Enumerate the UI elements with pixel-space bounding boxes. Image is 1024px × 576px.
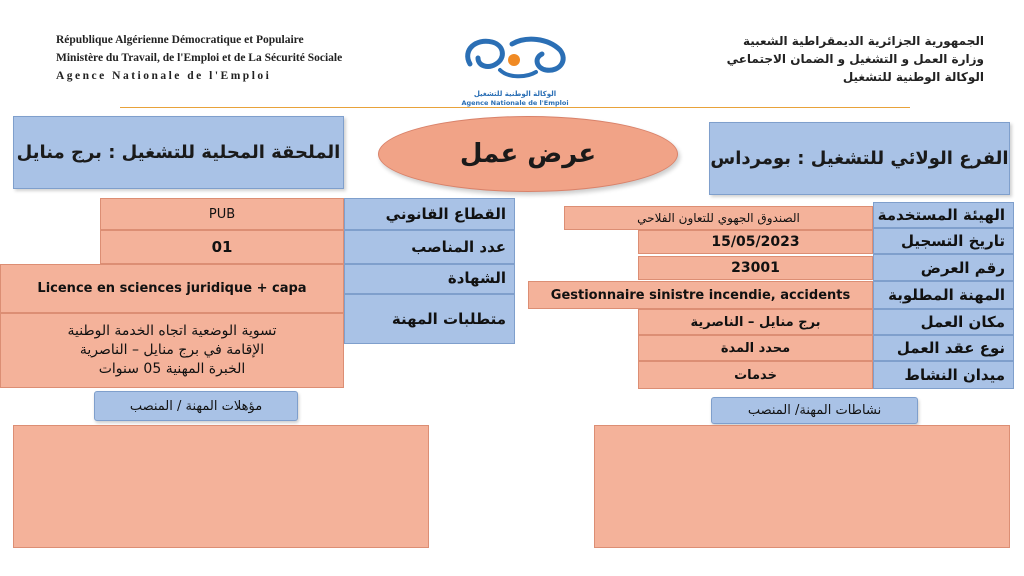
page-title: عرض عمل — [378, 116, 678, 192]
activities-heading: نشاطات المهنة/ المنصب — [711, 397, 918, 424]
header-ar-line1: الجمهورية الجزائرية الديمقراطية الشعبية — [742, 34, 984, 48]
header-ar-line3: الوكالة الوطنية للتشغيل — [842, 70, 984, 84]
qualifications-content-box — [13, 425, 429, 548]
agency-logo — [456, 30, 574, 106]
header-ar-line2: وزارة العمل و التشغيل و الضمان الاجتماعي — [726, 52, 984, 66]
local-agency-box: الملحقة المحلية للتشغيل : برج منايل — [13, 116, 344, 189]
requirement-item: الإقامة في برج منايل – الناصرية — [79, 342, 265, 358]
required-profession-label: المهنة المطلوبة — [873, 281, 1014, 309]
employer-label: الهيئة المستخدمة — [873, 202, 1014, 228]
activities-content-box — [594, 425, 1010, 548]
contract-type-value: محدد المدة — [638, 335, 873, 361]
header-fr-line1: République Algérienne Démocratique et Populaire — [56, 34, 304, 46]
regional-branch-box: الفرع الولائي للتشغيل : بومرداس — [709, 122, 1010, 195]
legal-sector-value: PUB — [100, 198, 344, 230]
logo-icon — [456, 30, 574, 86]
work-location-label: مكان العمل — [873, 309, 1014, 335]
diploma-label: الشهادة — [344, 264, 515, 294]
activity-field-label: ميدان النشاط — [873, 361, 1014, 389]
logo-text-fr: Agence Nationale de l'Emploi — [461, 99, 569, 107]
positions-count-value: 01 — [100, 230, 344, 264]
qualifications-heading: مؤهلات المهنة / المنصب — [94, 391, 298, 421]
required-profession-value: Gestionnaire sinistre incendie, accidents — [528, 281, 873, 309]
activity-field-value: خدمات — [638, 361, 873, 389]
requirement-item: الخبرة المهنية 05 سنوات — [98, 361, 246, 377]
header-fr-line2: Ministère du Travail, de l'Emploi et de La Sécurité Sociale — [56, 52, 343, 64]
offer-number-value: 23001 — [638, 256, 873, 280]
registration-date-label: تاريخ التسجيل — [873, 228, 1014, 254]
legal-sector-label: القطاع القانوني — [344, 198, 515, 230]
offer-number-label: رقم العرض — [873, 254, 1014, 281]
employer-value: الصندوق الجهوي للتعاون الفلاحي — [564, 206, 873, 230]
work-location-value: برج منايل – الناصرية — [638, 309, 873, 335]
registration-date-value: 15/05/2023 — [638, 230, 873, 254]
diploma-value: Licence en sciences juridique + capa — [0, 264, 344, 313]
requirement-item: تسوية الوضعية اتجاه الخدمة الوطنية — [67, 323, 277, 339]
header-divider — [120, 107, 910, 108]
header-fr-line3: Agence Nationale de l'Emploi — [56, 70, 272, 82]
contract-type-label: نوع عقد العمل — [873, 335, 1014, 361]
logo-text-ar: الوكالة الوطنية للتشغيل — [473, 90, 557, 98]
positions-count-label: عدد المناصب — [344, 230, 515, 264]
requirements-list — [0, 313, 344, 388]
requirements-label: متطلبات المهنة — [344, 294, 515, 344]
